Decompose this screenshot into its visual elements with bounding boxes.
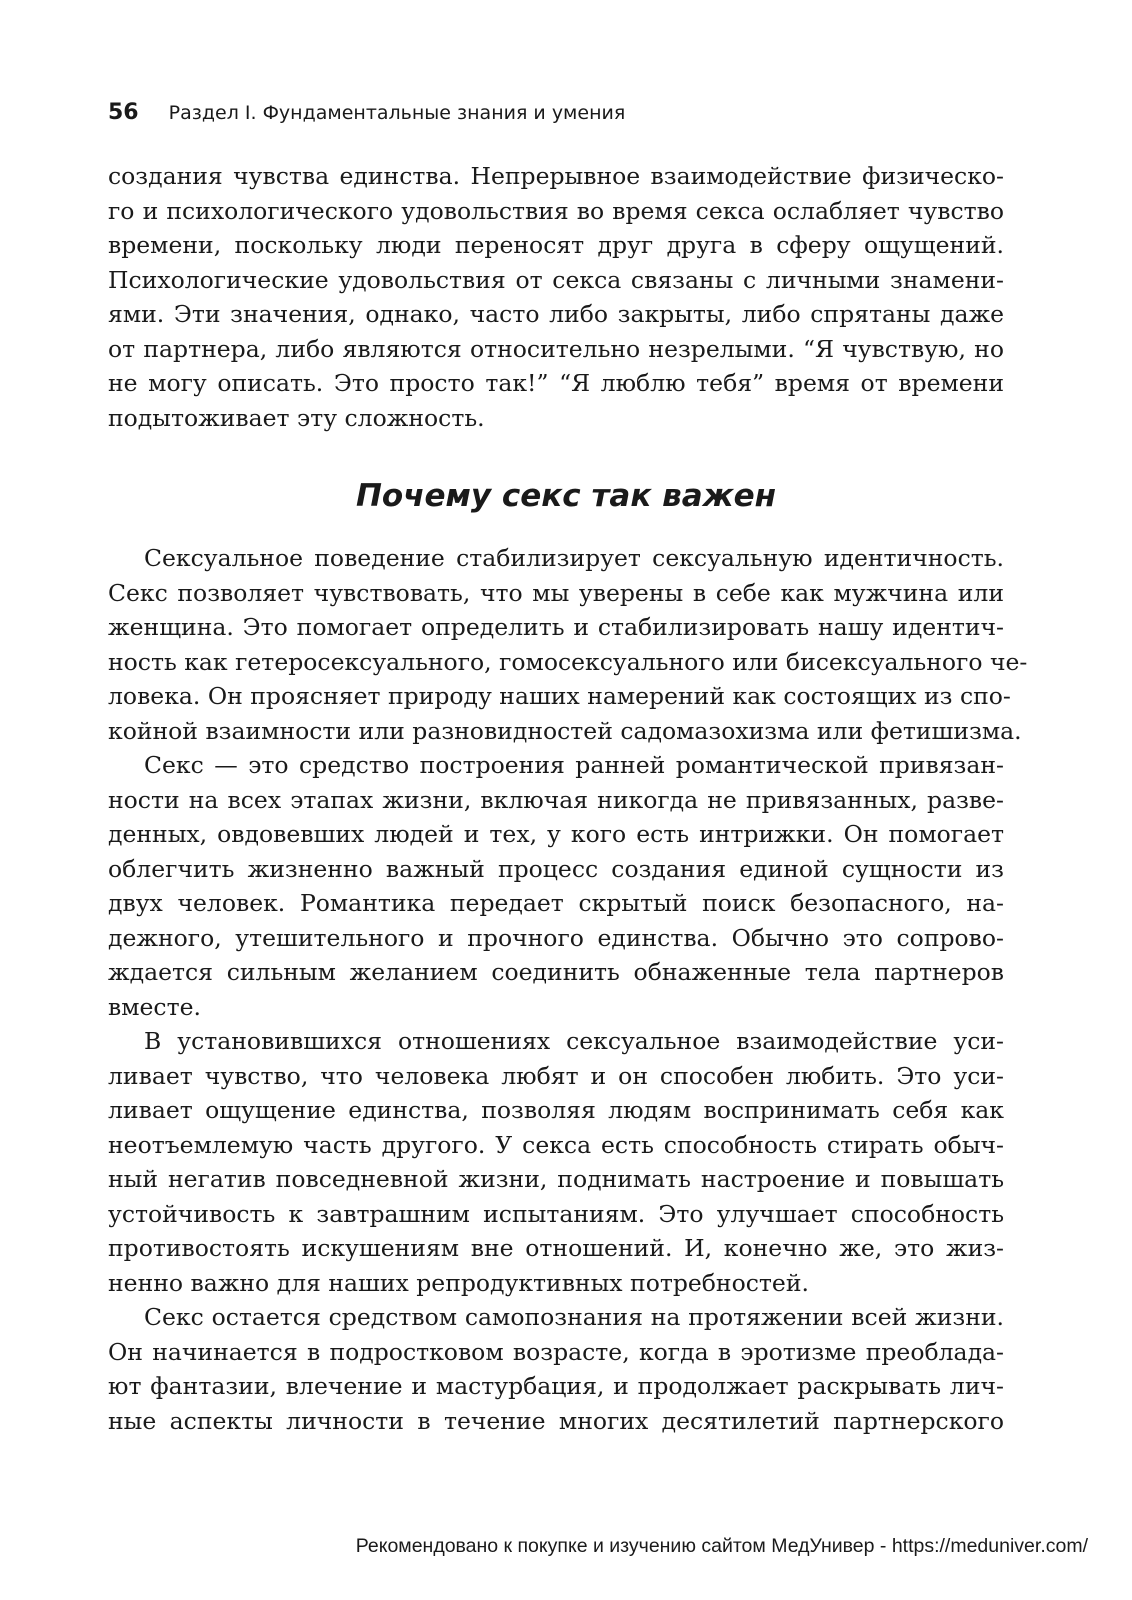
page-number: 56 — [108, 100, 139, 125]
section-body — [108, 541, 1028, 1438]
text-line: ловека. Он проясняет природу наших намерений как состоящих из спо- — [108, 682, 1011, 710]
text-line: Психологические удовольствия от секса связаны с личными знамени- — [108, 265, 1004, 294]
text-line: неотъемлемую часть другого. У секса есть способность стирать обыч- — [108, 1130, 1004, 1159]
paragraph — [108, 748, 1004, 1024]
section-heading: Почему секс так важен — [355, 478, 777, 514]
footer-credit: Рекомендовано к покупке и изучению сайтом МедУнивер - https://meduniver.com/ — [355, 1535, 1088, 1557]
text-line: вместе. — [108, 992, 201, 1021]
text-line: Сексуальное поведение стабилизирует сексуальную идентичность. — [144, 544, 1004, 572]
text-line: Секс позволяет чувствовать, что мы уверены в себе как мужчина или — [108, 578, 1004, 607]
continued-paragraph — [108, 159, 1004, 435]
text-line: го и психологического удовольствия во время секса ослабляет чувство — [108, 196, 1004, 225]
text-line: ность как гетеросексуального, гомосексуального или бисексуального че- — [108, 647, 1028, 676]
text-line: ют фантазии, влечение и мастурбация, и продолжает раскрывать лич- — [108, 1372, 1004, 1400]
text-line: ждается сильным желанием соединить обнаженные тела партнеров — [108, 958, 1004, 986]
text-line: денных, овдовевших людей и тех, у кого есть интрижки. Он помогает — [108, 820, 1004, 848]
text-line: Секс — это средство построения ранней романтической привязан- — [144, 751, 1004, 779]
text-line: женщина. Это помогает определить и стабилизировать нашу идентич- — [108, 613, 1004, 641]
text-line: двух человек. Романтика передает скрытый поиск безопасного, на- — [108, 889, 1004, 917]
text-line: койной взаимности или разновидностей садомазохизма или фетишизма. — [108, 716, 1022, 745]
text-line: ности на всех этапах жизни, включая никогда не привязанных, разве- — [108, 785, 1004, 814]
text-line: ями. Эти значения, однако, часто либо закрыты, либо спрятаны даже — [108, 300, 1004, 328]
running-head — [108, 100, 625, 125]
paragraph — [108, 541, 1028, 748]
text-line: времени, поскольку люди переносят друг друга в сферу ощущений. — [108, 231, 1004, 259]
paragraph — [108, 1300, 1004, 1438]
text-line: противостоять искушениям вне отношений. И, конечно же, это жиз- — [108, 1234, 1004, 1262]
text-line: подытоживает эту сложность. — [108, 403, 485, 432]
text-line: ный негатив повседневной жизни, поднимать настроение и повышать — [108, 1165, 1004, 1193]
text-line: устойчивость к завтрашним испытаниям. Это улучшает способность — [108, 1199, 1004, 1228]
text-line: ные аспекты личности в течение многих десятилетий партнерского — [108, 1406, 1004, 1435]
text-line: ненно важно для наших репродуктивных потребностей. — [108, 1268, 809, 1297]
paragraph — [108, 1024, 1004, 1300]
text-line: от партнера, либо являются относительно незрелыми. “Я чувствую, но — [108, 334, 1004, 363]
text-line: ливает ощущение единства, позволяя людям воспринимать себя как — [108, 1096, 1004, 1124]
text-line: не могу описать. Это просто так!” “Я люблю тебя” время от времени — [108, 369, 1004, 397]
text-line: облегчить жизненно важный процесс создания единой сущности из — [108, 854, 1004, 883]
text-line: ливает чувство, что человека любят и он способен любить. Это уси- — [108, 1061, 1004, 1090]
section-title: Раздел I. Фундаментальные знания и умения — [168, 102, 626, 124]
text-line: Секс остается средством самопознания на протяжении всей жизни. — [144, 1303, 1004, 1331]
text-line: создания чувства единства. Непрерывное взаимодействие физическо- — [108, 162, 1004, 190]
text-line: В установившихся отношениях сексуальное взаимодействие уси- — [144, 1027, 1004, 1055]
text-line: дежного, утешительного и прочного единства. Обычно это сопрово- — [108, 923, 1004, 952]
text-line: Он начинается в подростковом возрасте, когда в эротизме преоблада- — [108, 1337, 1004, 1366]
